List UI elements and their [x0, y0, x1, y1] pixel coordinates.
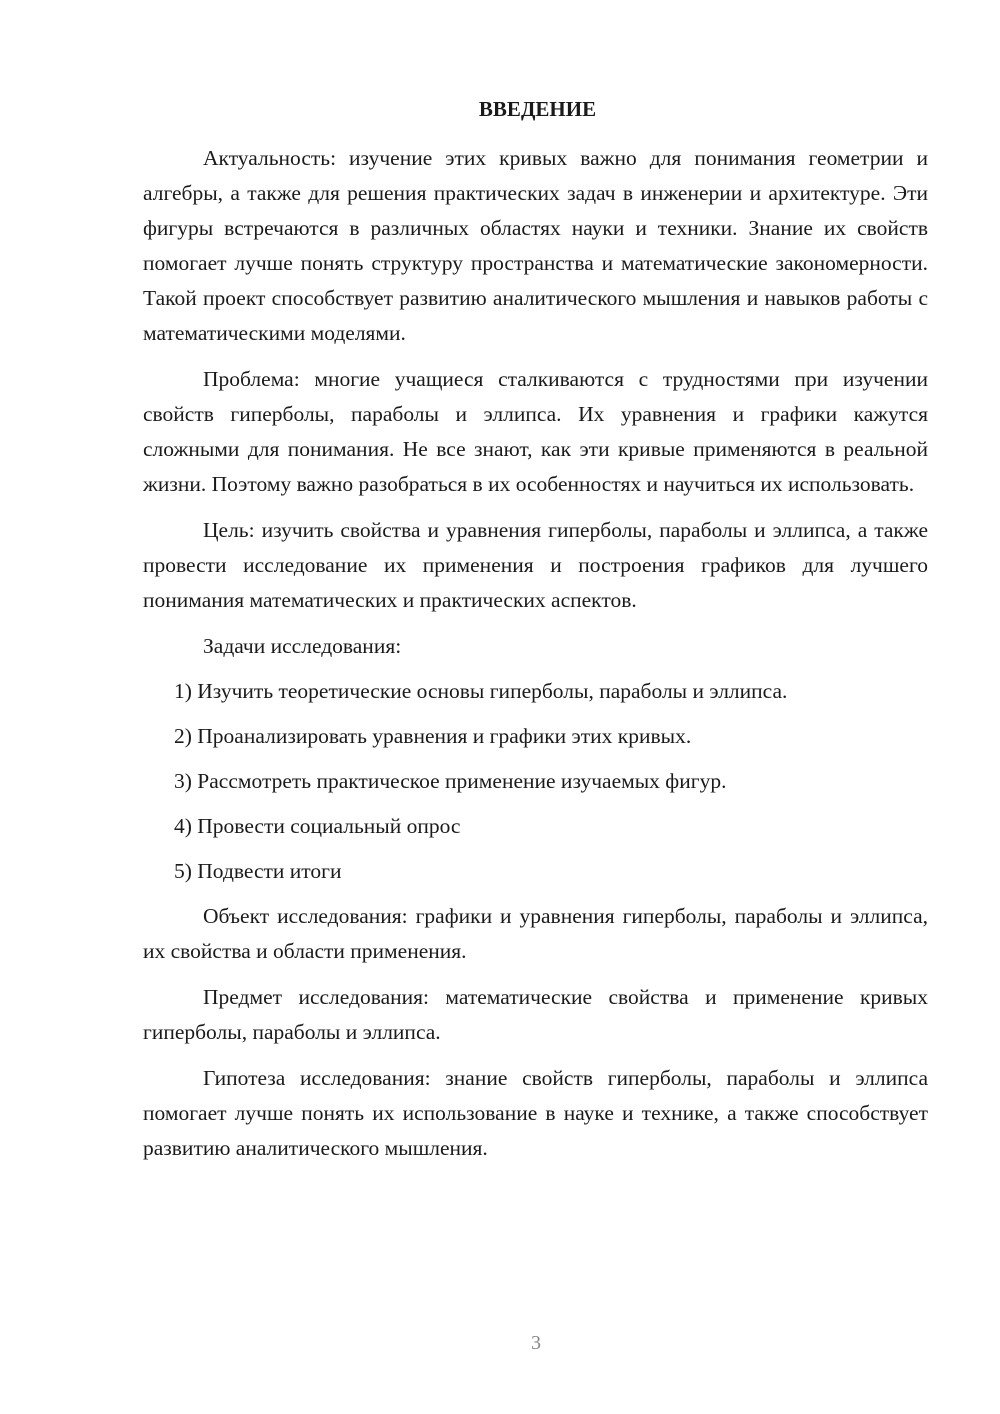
task-item: 1) Изучить теоретические основы гиперболы, параболы и эллипса.: [174, 679, 788, 703]
paragraph-object: Объект исследования: графики и уравнения гиперболы, параболы и эллипса, их свойства и области применения.: [143, 904, 928, 963]
page-title: ВВЕДЕНИЕ: [478, 97, 597, 121]
paragraph-relevance: Актуальность: изучение этих кривых важно для понимания геометрии и алгебры, а также для решения практических задач в инженерии и архитектуре. Эти фигуры встречаются в различных областях науки и техники. Знание их свойств помогает лучше понять структуру пространства и математические закономерности. Такой проект способствует развитию аналитического мышления и навыков работы с математическими моделями.: [143, 146, 928, 345]
paragraph-subject: Предмет исследования: математические свойства и применение кривых гиперболы, параболы и эллипса.: [143, 985, 928, 1044]
paragraph-hypothesis: Гипотеза исследования: знание свойств гиперболы, параболы и эллипса помогает лучше понять их использование в науке и технике, а также способствует развитию аналитического мышления.: [143, 1066, 928, 1160]
task-item: 2) Проанализировать уравнения и графики этих кривых.: [174, 724, 692, 748]
paragraph-problem: Проблема: многие учащиеся сталкиваются с трудностями при изучении свойств гиперболы, параболы и эллипса. Их уравнения и графики кажутся сложными для понимания. Не все знают, как эти кривые применяются в реальной жизни. Поэтому важно разобраться в их особенностях и научиться их использовать.: [143, 367, 928, 496]
task-item: 3) Рассмотреть практическое применение изучаемых фигур.: [174, 769, 727, 793]
task-item: 5) Подвести итоги: [174, 859, 342, 883]
paragraph-goal: Цель: изучить свойства и уравнения гиперболы, параболы и эллипса, а также провести исследование их применения и построения графиков для лучшего понимания математических и практических аспектов.: [143, 518, 928, 612]
task-list: [143, 674, 928, 889]
document-page: [143, 92, 928, 1177]
tasks-heading: Задачи исследования:: [203, 634, 402, 658]
page-number: 3: [531, 1332, 541, 1354]
task-item: 4) Провести социальный опрос: [174, 814, 461, 838]
